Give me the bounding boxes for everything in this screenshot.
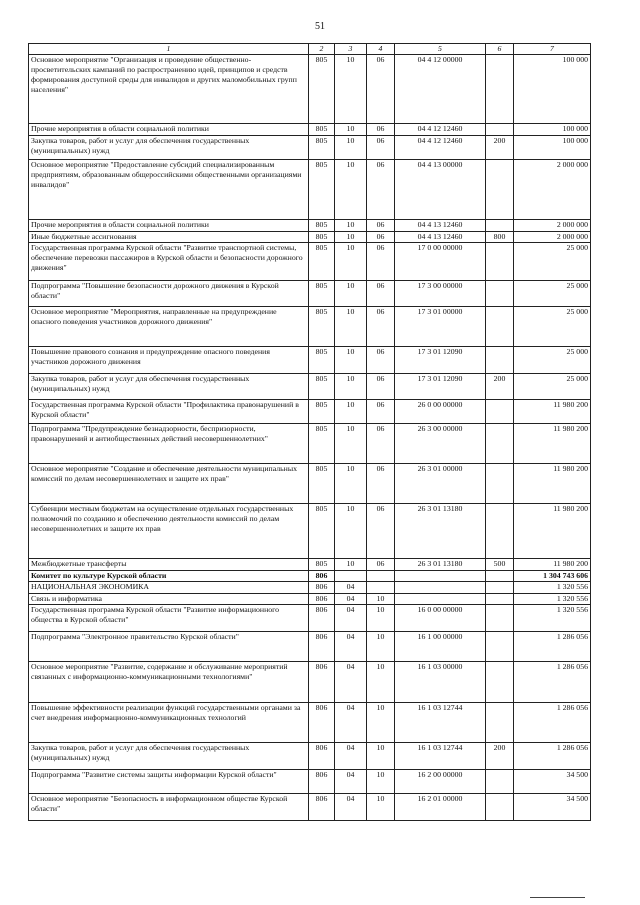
table-row xyxy=(29,605,591,632)
cell-ministry-code: 805 xyxy=(309,160,335,220)
cell-target-article: 04 4 13 12460 xyxy=(395,232,486,243)
cell-expense-type xyxy=(486,571,514,582)
cell-subsection-code: 06 xyxy=(367,504,395,559)
table-row xyxy=(29,794,591,821)
cell-section-code: 10 xyxy=(335,55,367,124)
cell-expense-type xyxy=(486,582,514,594)
cell-subsection-code xyxy=(367,571,395,582)
cell-amount: 1 320 556 xyxy=(514,605,591,632)
cell-name: Закупка товаров, работ и услуг для обеспечения государственных (муниципальных) нужд xyxy=(29,374,309,400)
cell-expense-type xyxy=(486,160,514,220)
table-row xyxy=(29,571,591,582)
cell-ministry-code: 806 xyxy=(309,571,335,582)
cell-subsection-code: 06 xyxy=(367,243,395,281)
cell-amount: 1 286 056 xyxy=(514,662,591,703)
cell-amount: 11 980 200 xyxy=(514,464,591,504)
cell-ministry-code: 806 xyxy=(309,703,335,743)
cell-section-code: 10 xyxy=(335,136,367,160)
cell-target-article: 26 3 01 00000 xyxy=(395,464,486,504)
cell-name: Прочие мероприятия в области социальной политики xyxy=(29,124,309,136)
cell-name: Основное мероприятие "Развитие, содержание и обслуживание мероприятий связанных с информационно-коммуникационными технологиями" xyxy=(29,662,309,703)
cell-target-article: 16 0 00 00000 xyxy=(395,605,486,632)
cell-amount: 11 980 200 xyxy=(514,504,591,559)
table-row xyxy=(29,424,591,464)
cell-section-code: 10 xyxy=(335,243,367,281)
cell-name: Повышение эффективности реализации функций государственными органами за счет внедрения информационно-коммуникационных технологий xyxy=(29,703,309,743)
table-row xyxy=(29,243,591,281)
cell-target-article xyxy=(395,582,486,594)
cell-subsection-code: 06 xyxy=(367,232,395,243)
cell-name: Подпрограмма "Электронное правительство Курской области" xyxy=(29,632,309,662)
cell-section-code xyxy=(335,571,367,582)
cell-amount: 2 000 000 xyxy=(514,160,591,220)
table-row xyxy=(29,55,591,124)
cell-amount: 100 000 xyxy=(514,124,591,136)
cell-expense-type: 200 xyxy=(486,743,514,770)
cell-subsection-code: 06 xyxy=(367,160,395,220)
cell-amount: 2 000 000 xyxy=(514,232,591,243)
cell-expense-type: 500 xyxy=(486,559,514,571)
cell-subsection-code: 06 xyxy=(367,55,395,124)
cell-subsection-code: 10 xyxy=(367,605,395,632)
cell-target-article: 16 2 00 00000 xyxy=(395,770,486,794)
table-row xyxy=(29,464,591,504)
table-row xyxy=(29,743,591,770)
cell-amount: 25 000 xyxy=(514,307,591,347)
cell-amount: 34 500 xyxy=(514,770,591,794)
cell-expense-type xyxy=(486,243,514,281)
column-header-subsection: 4 xyxy=(367,44,395,55)
cell-ministry-code: 805 xyxy=(309,464,335,504)
cell-name: Закупка товаров, работ и услуг для обеспечения государственных (муниципальных) нужд xyxy=(29,136,309,160)
table-row xyxy=(29,220,591,232)
cell-expense-type: 800 xyxy=(486,232,514,243)
cell-name: Связь и информатика xyxy=(29,594,309,605)
cell-expense-type: 200 xyxy=(486,136,514,160)
cell-amount: 1 286 056 xyxy=(514,703,591,743)
cell-section-code: 04 xyxy=(335,632,367,662)
cell-name: Иные бюджетные ассигнования xyxy=(29,232,309,243)
cell-name: Подпрограмма "Развитие системы защиты информации Курской области" xyxy=(29,770,309,794)
cell-section-code: 10 xyxy=(335,464,367,504)
cell-ministry-code: 805 xyxy=(309,307,335,347)
column-header-expense-type: 6 xyxy=(486,44,514,55)
cell-name: Основное мероприятие "Предоставление субсидий специализированным предприятиям, образованным общероссийскими общественными организациями инвалидов" xyxy=(29,160,309,220)
cell-target-article: 26 3 01 13180 xyxy=(395,559,486,571)
cell-section-code: 10 xyxy=(335,504,367,559)
table-row xyxy=(29,703,591,743)
cell-subsection-code: 10 xyxy=(367,632,395,662)
cell-subsection-code: 06 xyxy=(367,307,395,347)
cell-ministry-code: 805 xyxy=(309,55,335,124)
table-header-row xyxy=(29,44,591,55)
cell-target-article: 17 3 01 12090 xyxy=(395,347,486,374)
cell-name: Межбюджетные трансферты xyxy=(29,559,309,571)
cell-target-article: 16 2 01 00000 xyxy=(395,794,486,821)
cell-name: Субвенции местным бюджетам на осуществление отдельных государственных полномочий по созданию и обеспечению деятельности комиссий по делам несовершеннолетних и защите их прав xyxy=(29,504,309,559)
cell-expense-type xyxy=(486,55,514,124)
cell-amount: 1 304 743 606 xyxy=(514,571,591,582)
cell-section-code: 04 xyxy=(335,605,367,632)
cell-name: Основное мероприятие "Создание и обеспечение деятельности муниципальных комиссий по делам несовершеннолетних и защите их прав" xyxy=(29,464,309,504)
table-row xyxy=(29,770,591,794)
cell-target-article: 26 3 00 00000 xyxy=(395,424,486,464)
cell-target-article xyxy=(395,594,486,605)
cell-expense-type xyxy=(486,424,514,464)
cell-amount: 34 500 xyxy=(514,794,591,821)
cell-amount: 25 000 xyxy=(514,243,591,281)
cell-amount: 100 000 xyxy=(514,55,591,124)
column-header-ministry: 2 xyxy=(309,44,335,55)
table-row xyxy=(29,632,591,662)
cell-expense-type xyxy=(486,770,514,794)
cell-section-code: 04 xyxy=(335,662,367,703)
table-row xyxy=(29,136,591,160)
cell-target-article xyxy=(395,571,486,582)
cell-expense-type xyxy=(486,400,514,424)
cell-subsection-code: 06 xyxy=(367,281,395,307)
page-number: 51 xyxy=(315,21,325,32)
cell-subsection-code: 10 xyxy=(367,703,395,743)
cell-target-article: 16 1 03 00000 xyxy=(395,662,486,703)
cell-name: Прочие мероприятия в области социальной политики xyxy=(29,220,309,232)
cell-ministry-code: 805 xyxy=(309,347,335,374)
cell-ministry-code: 805 xyxy=(309,136,335,160)
cell-ministry-code: 806 xyxy=(309,594,335,605)
cell-name: Основное мероприятие "Мероприятия, направленные на предупреждение опасного поведения участников дорожного движения" xyxy=(29,307,309,347)
cell-name: Комитет по культуре Курской области xyxy=(29,571,309,582)
cell-expense-type xyxy=(486,347,514,374)
cell-amount: 11 980 200 xyxy=(514,424,591,464)
cell-amount: 25 000 xyxy=(514,347,591,374)
cell-name: Основное мероприятие "Организация и проведение общественно-просветительских кампаний по распространению идей, принципов и средств формирования доступной среды для инвалидов и других маломобильных групп населения" xyxy=(29,55,309,124)
cell-ministry-code: 805 xyxy=(309,281,335,307)
cell-ministry-code: 805 xyxy=(309,400,335,424)
cell-subsection-code: 06 xyxy=(367,220,395,232)
cell-ministry-code: 806 xyxy=(309,605,335,632)
cell-expense-type: 200 xyxy=(486,374,514,400)
cell-section-code: 04 xyxy=(335,703,367,743)
cell-target-article: 17 0 00 00000 xyxy=(395,243,486,281)
cell-ministry-code: 806 xyxy=(309,743,335,770)
cell-section-code: 10 xyxy=(335,160,367,220)
column-header-amount: 7 xyxy=(514,44,591,55)
cell-ministry-code: 805 xyxy=(309,424,335,464)
cell-amount: 11 980 200 xyxy=(514,559,591,571)
cell-ministry-code: 805 xyxy=(309,124,335,136)
cell-name: НАЦИОНАЛЬНАЯ ЭКОНОМИКА xyxy=(29,582,309,594)
cell-subsection-code: 10 xyxy=(367,662,395,703)
cell-target-article: 04 4 12 12460 xyxy=(395,124,486,136)
cell-subsection-code: 06 xyxy=(367,124,395,136)
cell-subsection-code: 06 xyxy=(367,424,395,464)
cell-subsection-code: 10 xyxy=(367,770,395,794)
cell-amount: 1 286 056 xyxy=(514,743,591,770)
cell-section-code: 10 xyxy=(335,281,367,307)
cell-expense-type xyxy=(486,662,514,703)
cell-ministry-code: 805 xyxy=(309,232,335,243)
cell-expense-type xyxy=(486,124,514,136)
cell-subsection-code: 10 xyxy=(367,794,395,821)
cell-section-code: 10 xyxy=(335,232,367,243)
table-row xyxy=(29,374,591,400)
cell-ministry-code: 806 xyxy=(309,794,335,821)
cell-subsection-code: 10 xyxy=(367,594,395,605)
cell-expense-type xyxy=(486,794,514,821)
cell-name: Государственная программа Курской области "Развитие информационного общества в Курской области" xyxy=(29,605,309,632)
cell-section-code: 10 xyxy=(335,307,367,347)
cell-amount: 25 000 xyxy=(514,281,591,307)
cell-expense-type xyxy=(486,703,514,743)
column-header-section: 3 xyxy=(335,44,367,55)
table-body xyxy=(29,55,591,821)
cell-target-article: 17 3 01 00000 xyxy=(395,307,486,347)
cell-ministry-code: 806 xyxy=(309,662,335,703)
cell-section-code: 04 xyxy=(335,770,367,794)
cell-section-code: 04 xyxy=(335,794,367,821)
cell-expense-type xyxy=(486,504,514,559)
budget-table xyxy=(28,43,591,821)
cell-amount: 1 320 556 xyxy=(514,594,591,605)
cell-name: Основное мероприятие "Безопасность в информационном обществе Курской области" xyxy=(29,794,309,821)
cell-amount: 11 980 200 xyxy=(514,400,591,424)
cell-expense-type xyxy=(486,464,514,504)
cell-ministry-code: 806 xyxy=(309,582,335,594)
cell-amount: 25 000 xyxy=(514,374,591,400)
cell-target-article: 17 3 01 12090 xyxy=(395,374,486,400)
cell-ministry-code: 805 xyxy=(309,559,335,571)
cell-target-article: 26 0 00 00000 xyxy=(395,400,486,424)
cell-ministry-code: 806 xyxy=(309,770,335,794)
cell-expense-type xyxy=(486,281,514,307)
cell-section-code: 10 xyxy=(335,347,367,374)
cell-target-article: 04 4 12 00000 xyxy=(395,55,486,124)
cell-ministry-code: 805 xyxy=(309,220,335,232)
cell-section-code: 10 xyxy=(335,124,367,136)
cell-target-article: 26 3 01 13180 xyxy=(395,504,486,559)
table-row xyxy=(29,662,591,703)
cell-expense-type xyxy=(486,594,514,605)
cell-section-code: 10 xyxy=(335,220,367,232)
cell-subsection-code xyxy=(367,582,395,594)
table-row xyxy=(29,160,591,220)
table-row xyxy=(29,281,591,307)
cell-amount: 1 320 556 xyxy=(514,582,591,594)
cell-amount: 1 286 056 xyxy=(514,632,591,662)
cell-amount: 2 000 000 xyxy=(514,220,591,232)
table-row xyxy=(29,594,591,605)
cell-target-article: 04 4 13 12460 xyxy=(395,220,486,232)
cell-ministry-code: 805 xyxy=(309,243,335,281)
cell-amount: 100 000 xyxy=(514,136,591,160)
cell-name: Подпрограмма "Повышение безопасности дорожного движения в Курской области" xyxy=(29,281,309,307)
table-row xyxy=(29,307,591,347)
cell-ministry-code: 805 xyxy=(309,374,335,400)
cell-expense-type xyxy=(486,605,514,632)
cell-target-article: 04 4 13 00000 xyxy=(395,160,486,220)
table-row xyxy=(29,232,591,243)
footer-line xyxy=(530,897,585,898)
cell-target-article: 16 1 03 12744 xyxy=(395,703,486,743)
table-row xyxy=(29,504,591,559)
cell-name: Государственная программа Курской области "Профилактика правонарушений в Курской области" xyxy=(29,400,309,424)
table-row xyxy=(29,124,591,136)
cell-target-article: 16 1 03 12744 xyxy=(395,743,486,770)
cell-expense-type xyxy=(486,632,514,662)
cell-subsection-code: 06 xyxy=(367,464,395,504)
table-row xyxy=(29,400,591,424)
cell-name: Государственная программа Курской области "Развитие транспортной системы, обеспечение перевозки пассажиров в Курской области и безопасности дорожного движения" xyxy=(29,243,309,281)
cell-target-article: 16 1 00 00000 xyxy=(395,632,486,662)
cell-section-code: 04 xyxy=(335,582,367,594)
cell-ministry-code: 806 xyxy=(309,632,335,662)
cell-ministry-code: 805 xyxy=(309,504,335,559)
cell-target-article: 17 3 00 00000 xyxy=(395,281,486,307)
cell-section-code: 10 xyxy=(335,400,367,424)
cell-subsection-code: 06 xyxy=(367,136,395,160)
table-row xyxy=(29,582,591,594)
column-header-target-article: 5 xyxy=(395,44,486,55)
table-row xyxy=(29,559,591,571)
cell-subsection-code: 10 xyxy=(367,743,395,770)
cell-subsection-code: 06 xyxy=(367,347,395,374)
cell-expense-type xyxy=(486,220,514,232)
cell-section-code: 10 xyxy=(335,559,367,571)
cell-name: Повышение правового сознания и предупреждение опасного поведения участников дорожного движения xyxy=(29,347,309,374)
cell-name: Закупка товаров, работ и услуг для обеспечения государственных (муниципальных) нужд xyxy=(29,743,309,770)
cell-target-article: 04 4 12 12460 xyxy=(395,136,486,160)
cell-subsection-code: 06 xyxy=(367,400,395,424)
cell-section-code: 04 xyxy=(335,594,367,605)
cell-subsection-code: 06 xyxy=(367,374,395,400)
column-header-name: 1 xyxy=(29,44,309,55)
cell-section-code: 04 xyxy=(335,743,367,770)
cell-section-code: 10 xyxy=(335,374,367,400)
cell-name: Подпрограмма "Предупреждение безнадзорности, беспризорности, правонарушений и антиобщественных действий несовершеннолетних" xyxy=(29,424,309,464)
cell-expense-type xyxy=(486,307,514,347)
cell-section-code: 10 xyxy=(335,424,367,464)
table-row xyxy=(29,347,591,374)
cell-subsection-code: 06 xyxy=(367,559,395,571)
